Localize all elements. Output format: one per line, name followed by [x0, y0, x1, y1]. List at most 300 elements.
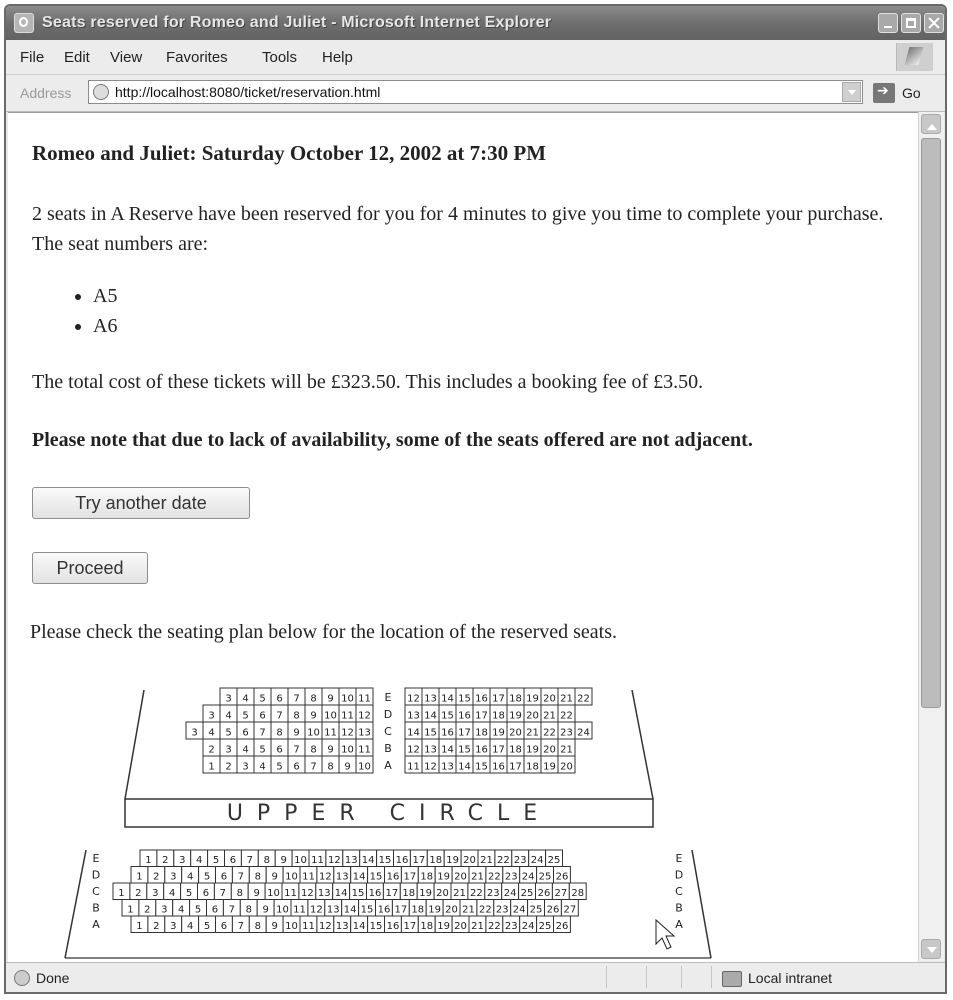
seat-number: 22 [487, 871, 501, 883]
seat-number: 23 [486, 888, 500, 899]
seat-number: 1 [136, 871, 143, 883]
upper-circle-left-wall [125, 690, 144, 799]
seat-number: 20 [463, 855, 476, 866]
seat-number: 20 [543, 693, 556, 705]
seat-number: 15 [378, 855, 392, 866]
menu-view[interactable]: View [110, 49, 143, 66]
seat-number: 7 [276, 710, 283, 722]
seat-number: 1 [145, 855, 152, 866]
seat-number: 10 [341, 744, 354, 756]
seat-number: 18 [526, 761, 539, 773]
seat-item: • A5 [93, 281, 117, 311]
seat-number: 1 [208, 761, 215, 773]
seat-number: 27 [554, 888, 568, 899]
intranet-icon [722, 971, 742, 987]
seat-number: 13 [317, 888, 331, 899]
seat-number: 22 [543, 727, 556, 739]
scroll-up-icon[interactable] [921, 114, 941, 134]
seat-number: 15 [475, 761, 488, 773]
page-title: Romeo and Juliet: Saturday October 12, 2002 at 7:30 PM [32, 141, 547, 165]
row-label: D [91, 868, 101, 882]
seat-number: 6 [276, 693, 283, 705]
seat-number: 18 [420, 871, 434, 883]
seat-number: 6 [242, 727, 249, 739]
menu-favorites[interactable]: Favorites [166, 49, 228, 66]
seat-number: 9 [271, 871, 278, 883]
seat-number: 12 [424, 761, 437, 773]
seat-number: 23 [560, 727, 573, 739]
seat-number: 11 [302, 871, 315, 883]
seat-number: 24 [521, 921, 535, 932]
adjacency-notice: Please note that due to lack of availability, some of the seats offered are not adjacent. [32, 429, 753, 451]
seat-number: 13 [335, 921, 349, 932]
seat-number: 5 [212, 855, 220, 866]
go-button[interactable]: Go [902, 85, 921, 101]
seat-number: 5 [194, 904, 202, 916]
seat-number: 15 [458, 744, 471, 756]
seat-number: 13 [424, 693, 437, 705]
seat-number: 16 [368, 888, 382, 899]
seat-number: 25 [538, 921, 552, 932]
seat-number: 12 [407, 744, 420, 756]
seat-number: 19 [543, 761, 556, 773]
minimize-button[interactable] [878, 13, 898, 33]
row-label: B [384, 742, 392, 755]
seat-number: 7 [219, 888, 227, 899]
row-label: A [675, 918, 683, 931]
status-separator [646, 966, 647, 988]
seat-number: 15 [351, 888, 365, 899]
seat-number: 20 [436, 888, 449, 899]
seat-number: 17 [403, 921, 417, 932]
close-button[interactable] [924, 13, 944, 33]
seat-number: 24 [503, 888, 517, 899]
seat-number: 5 [259, 744, 266, 756]
seat-number: 4 [208, 727, 215, 739]
seat-number: 9 [327, 693, 334, 705]
seat-number: 18 [402, 888, 416, 899]
seat-number: 19 [419, 888, 433, 899]
seat-number: 3 [152, 888, 159, 899]
seat-number: 15 [369, 871, 383, 883]
seat-number: 23 [495, 904, 509, 916]
seat-number: 17 [509, 761, 522, 773]
seat-number: 16 [492, 761, 505, 773]
seat-number: 8 [254, 871, 261, 883]
seat-number: 2 [135, 888, 142, 899]
stalls-left-wall [65, 850, 86, 958]
seat-number: 4 [177, 904, 185, 916]
seat-number: 24 [577, 727, 590, 739]
seat-number: 25 [547, 855, 561, 866]
seat-number: 3 [161, 904, 168, 916]
seat-number: 21 [453, 888, 466, 899]
seat-number: 2 [153, 921, 160, 932]
mouse-cursor-icon [656, 920, 674, 949]
seat-number: 13 [407, 710, 420, 722]
seat-number: 24 [512, 904, 526, 916]
seat-number: 10 [267, 888, 280, 899]
seat-number: 14 [352, 921, 366, 932]
go-arrow-icon[interactable] [873, 83, 895, 103]
cost-text: The total cost of these tickets will be £323.50. This includes a booking fee of £3.50. [32, 371, 704, 393]
seat-number: 19 [437, 921, 451, 932]
seat-number: 12 [318, 871, 332, 883]
browser-window [4, 4, 947, 994]
scroll-thumb[interactable] [921, 138, 941, 708]
status-page-icon [14, 970, 30, 986]
proceed-button[interactable]: Proceed [32, 552, 148, 584]
seat-number: 26 [537, 888, 551, 899]
seat-number: 12 [300, 888, 314, 899]
page-icon [93, 84, 109, 100]
menu-help[interactable]: Help [322, 49, 353, 66]
address-url[interactable]: http://localhost:8080/ticket/reservation.html [115, 84, 381, 100]
seat-number: 7 [246, 855, 254, 866]
seat-number: 22 [577, 693, 590, 705]
maximize-button[interactable] [901, 13, 921, 33]
seat-number: 11 [311, 855, 324, 866]
seat-number: 4 [259, 761, 266, 773]
scroll-down-icon[interactable] [921, 939, 941, 959]
seat-number: 1 [118, 888, 125, 899]
seat-number: 3 [191, 727, 198, 739]
zone-text: Local intranet [748, 970, 833, 986]
seat-number: 5 [225, 727, 232, 739]
seat-number: 15 [360, 904, 374, 916]
seat-number: 17 [492, 744, 505, 756]
seat-number: 22 [496, 855, 510, 866]
seat-number: 11 [302, 921, 315, 932]
seat-number: 8 [310, 693, 317, 705]
seat-number: 21 [471, 921, 484, 932]
seat-number: 17 [475, 710, 488, 722]
seat-number: 13 [335, 871, 349, 883]
seat-number: 13 [326, 904, 340, 916]
ie-page-icon [14, 13, 34, 33]
seat-number: 4 [186, 921, 194, 932]
seat-number: 21 [526, 727, 539, 739]
seat-number: 7 [293, 744, 300, 756]
upper-circle-label: UPPER CIRCLE [226, 801, 552, 826]
seat-number: 9 [280, 855, 287, 866]
seat-number: 19 [509, 710, 522, 722]
row-label: D [383, 708, 393, 721]
seat-number: 16 [441, 727, 454, 739]
seat-number: 1 [136, 921, 143, 932]
seat-number: 6 [220, 921, 228, 932]
seat-number: 1 [127, 904, 134, 916]
seat-number: 8 [254, 921, 261, 932]
seat-number: 14 [458, 761, 471, 773]
seat-number: 8 [276, 727, 283, 739]
seating-plan [8, 113, 918, 962]
seat-number: 6 [211, 904, 219, 916]
menu-bar [6, 40, 945, 75]
menu-edit[interactable]: Edit [64, 49, 90, 66]
seat-number: 21 [560, 693, 573, 705]
seat-number: 3 [225, 693, 232, 705]
seat-number: 5 [203, 921, 211, 932]
status-separator [681, 966, 682, 988]
row-label: E [675, 852, 683, 865]
seat-number: 11 [358, 744, 371, 756]
seat-number: 10 [276, 904, 289, 916]
seat-number: 7 [310, 761, 317, 773]
seat-number: 11 [324, 727, 337, 739]
row-label: D [674, 868, 684, 882]
seat-number: 12 [327, 855, 341, 866]
seat-number: 18 [420, 921, 434, 932]
seat-number: 4 [186, 871, 194, 883]
seat-number: 18 [429, 855, 443, 866]
seat-number: 9 [344, 761, 351, 773]
seat-number: 19 [428, 904, 442, 916]
seat-number: 13 [424, 744, 437, 756]
seat-number: 16 [475, 693, 488, 705]
seat-number: 14 [334, 888, 348, 899]
seat-number: 8 [263, 855, 270, 866]
seat-number: 14 [424, 710, 437, 722]
seat-number: 24 [530, 855, 544, 866]
seat-number: 13 [344, 855, 358, 866]
seat-number: 11 [407, 761, 420, 773]
seat-number: 12 [341, 727, 354, 739]
seat-number: 25 [538, 871, 552, 883]
seat-number: 2 [144, 904, 151, 916]
seat-number: 10 [324, 710, 337, 722]
seat-number: 23 [504, 871, 518, 883]
seat-number: 19 [437, 871, 451, 883]
page-content [8, 112, 918, 962]
seat-number: 9 [262, 904, 269, 916]
seat-number: 6 [202, 888, 210, 899]
seat-number: 10 [341, 693, 354, 705]
seat-number: 6 [220, 871, 228, 883]
seat-number: 15 [458, 693, 471, 705]
seat-number: 5 [185, 888, 193, 899]
row-label: B [675, 901, 683, 915]
row-label: A [92, 918, 100, 931]
seat-number: 6 [259, 710, 266, 722]
seat-number: 11 [284, 888, 297, 899]
menu-tools[interactable]: Tools [262, 49, 298, 66]
seat-number: 13 [441, 761, 454, 773]
seat-number: 17 [394, 904, 408, 916]
title-bar [6, 6, 945, 40]
seat-number: 2 [225, 761, 232, 773]
seat-number: 8 [236, 888, 243, 899]
seat-number: 6 [229, 855, 237, 866]
seat-number: 14 [352, 871, 366, 883]
row-label: B [92, 901, 100, 915]
seat-number: 14 [343, 904, 357, 916]
seat-number: 18 [492, 710, 505, 722]
seat-number: 4 [225, 710, 232, 722]
seat-number: 10 [285, 921, 298, 932]
seat-number: 18 [411, 904, 425, 916]
seat-number: 14 [441, 693, 454, 705]
seat-number: 3 [208, 710, 215, 722]
seat-number: 11 [358, 693, 371, 705]
seat-number: 17 [492, 693, 505, 705]
seat-number: 18 [509, 693, 522, 705]
seat-number: 16 [475, 744, 488, 756]
seat-number: 25 [520, 888, 534, 899]
seat-number: 20 [454, 921, 467, 932]
seat-number: 23 [504, 921, 518, 932]
windows-logo-icon [896, 43, 933, 71]
seat-number: 2 [208, 744, 215, 756]
address-bar [6, 75, 945, 112]
seat-number: 6 [276, 744, 283, 756]
address-input[interactable] [88, 80, 863, 104]
seat-number: 25 [529, 904, 543, 916]
seat-number: 4 [195, 855, 203, 866]
seat-number: 8 [245, 904, 252, 916]
seat-number: 21 [471, 871, 484, 883]
seat-number: 20 [560, 761, 573, 773]
seat-number: 7 [237, 871, 245, 883]
seat-number: 3 [225, 744, 232, 756]
seat-number: 21 [462, 904, 475, 916]
seat-number: 9 [253, 888, 260, 899]
seat-number: 12 [358, 710, 371, 722]
seat-number: 3 [242, 761, 249, 773]
seat-number: 3 [170, 871, 177, 883]
seat-number: 5 [276, 761, 283, 773]
seat-number: 24 [521, 871, 535, 883]
seat-number: 9 [293, 727, 300, 739]
row-label: E [92, 852, 100, 865]
seat-number: 22 [560, 710, 573, 722]
seat-number: 23 [513, 855, 527, 866]
seat-number: 16 [386, 871, 400, 883]
seat-number: 10 [285, 871, 298, 883]
seat-number: 4 [168, 888, 176, 899]
seat-number: 19 [446, 855, 460, 866]
seat-number: 16 [395, 855, 409, 866]
seat-number: 3 [170, 921, 177, 932]
seat-number: 16 [458, 710, 471, 722]
seat-number: 13 [358, 727, 371, 739]
seat-number: 8 [310, 744, 317, 756]
seat-number: 7 [228, 904, 236, 916]
seat-number: 26 [555, 921, 569, 932]
status-bar [6, 962, 945, 993]
address-dropdown-icon[interactable] [842, 82, 861, 102]
seat-number: 15 [369, 921, 383, 932]
seat-item: • A6 [93, 311, 117, 341]
address-label: Address [20, 85, 72, 101]
seat-number: 4 [242, 744, 249, 756]
seat-number: 15 [424, 727, 437, 739]
upper-circle-right-wall [632, 690, 653, 799]
seat-number: 5 [242, 710, 249, 722]
seat-number: 12 [318, 921, 332, 932]
seat-number: 28 [571, 888, 585, 899]
row-label: C [384, 725, 392, 738]
seat-number: 27 [563, 904, 577, 916]
seat-number: 17 [403, 871, 417, 883]
seat-number: 7 [259, 727, 266, 739]
seat-number: 4 [242, 693, 249, 705]
status-separator [606, 966, 607, 988]
seat-number: 18 [509, 744, 522, 756]
seating-plan-text: Please check the seating plan below for the location of the reserved seats. [30, 621, 618, 643]
seat-number: 9 [271, 921, 278, 932]
seat-number: 20 [526, 710, 539, 722]
window-title: Seats reserved for Romeo and Juliet - Microsoft Internet Explorer [42, 14, 552, 31]
seat-number: 21 [543, 710, 556, 722]
seat-number: 16 [377, 904, 391, 916]
row-label: C [92, 885, 100, 898]
seat-number: 18 [475, 727, 488, 739]
status-text: Done [36, 970, 70, 986]
seat-number: 12 [407, 693, 420, 705]
seat-number: 15 [441, 710, 454, 722]
seat-number: 2 [162, 855, 169, 866]
row-label: A [384, 759, 392, 772]
seat-number: 26 [546, 904, 560, 916]
seat-number: 5 [203, 871, 211, 883]
seat-number: 14 [407, 727, 420, 739]
menu-file[interactable]: File [20, 49, 45, 66]
seat-number: 9 [310, 710, 317, 722]
seat-number: 21 [560, 744, 573, 756]
seat-number: 19 [526, 693, 539, 705]
seat-number: 5 [259, 693, 266, 705]
seat-number: 14 [361, 855, 375, 866]
seat-number: 8 [293, 710, 300, 722]
seat-number: 22 [487, 921, 501, 932]
status-separator [711, 966, 712, 988]
seat-number: 7 [237, 921, 245, 932]
seat-number: 20 [445, 904, 458, 916]
seat-number: 14 [441, 744, 454, 756]
row-label: E [384, 691, 392, 704]
vertical-scrollbar[interactable] [918, 112, 944, 961]
try-another-date-button[interactable]: Try another date [32, 487, 250, 519]
seat-number: 11 [293, 904, 306, 916]
seat-number: 17 [385, 888, 399, 899]
seat-number: 6 [293, 761, 300, 773]
seat-number: 22 [478, 904, 492, 916]
seat-number: 19 [492, 727, 505, 739]
seat-number: 26 [555, 871, 569, 883]
seat-number: 16 [386, 921, 400, 932]
seat-number: 11 [341, 710, 354, 722]
seat-number: 20 [509, 727, 522, 739]
seat-number: 3 [179, 855, 186, 866]
seat-number: 9 [327, 744, 334, 756]
seat-number: 10 [307, 727, 320, 739]
seat-number: 10 [358, 761, 371, 773]
seat-number: 20 [454, 871, 467, 883]
seat-number: 17 [458, 727, 471, 739]
seat-number: 8 [327, 761, 334, 773]
seat-number: 10 [294, 855, 307, 866]
reservation-text: 2 seats in A Reserve have been reserved for you for 4 minutes to give you time to complete your purchase. The seat numbers are: [32, 203, 884, 255]
seat-number: 12 [309, 904, 323, 916]
seat-number: 19 [526, 744, 539, 756]
stalls-right-wall [692, 850, 711, 958]
seat-number: 7 [293, 693, 300, 705]
seat-number: 20 [543, 744, 556, 756]
seat-number: 2 [153, 871, 160, 883]
seat-number: 22 [469, 888, 483, 899]
row-label: C [675, 885, 683, 898]
